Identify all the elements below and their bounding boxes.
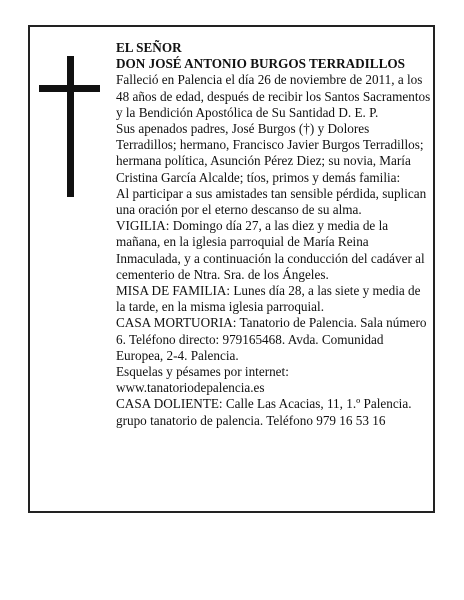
cross-vertical-bar [67, 56, 74, 197]
vigil-info: VIGILIA: Domingo día 27, a las diez y media de la mañana, en la iglesia parroquial de María Reina Inmaculada, y a continuación la conducción del cadáver al cementerio de Ntra. Sra. de los Ángeles. [116, 218, 425, 282]
funeral-group-contact: grupo tanatorio de palencia. Teléfono 979 16 53 16 [116, 412, 386, 428]
title-line-1: EL SEÑOR [116, 40, 182, 55]
death-announcement: Falleció en Palencia el día 26 de noviembre de 2011, a los 48 años de edad, después de recibir los Santos Sacramentos y la Bendición Apostólica de Su Santidad D. E. P. [116, 72, 431, 120]
family-mass-info: MISA DE FAMILIA: Lunes día 28, a las siete y media de la tarde, en la misma iglesia parroquial. [116, 283, 421, 315]
prayer-request: Al participar a sus amistades tan sensible pérdida, suplican una oración por el eterno descanso de su alma. [116, 185, 427, 218]
deceased-name: DON JOSÉ ANTONIO BURGOS TERRADILLOS [116, 56, 405, 72]
family-home-address: CASA DOLIENTE: Calle Las Acacias, 11, 1.º Palencia. [116, 396, 412, 412]
funeral-home-info: CASA MORTUORIA: Tanatorio de Palencia. Sala número 6. Teléfono directo: 979165468. Avda. Comunidad Europea, 2-4. Palencia. [116, 315, 427, 363]
condolences-website: Esquelas y pésames por internet: www.tanatoriodepalencia.es [116, 364, 289, 396]
cross-horizontal-bar [39, 85, 100, 92]
obituary-notice [28, 25, 435, 513]
notice-text [116, 40, 432, 429]
family-list: Sus apenados padres, José Burgos (†) y Dolores Terradillos; hermano, Francisco Javier Burgos Terradillos; hermana política, Asunción Pérez Diez; su novia, María Cristina García Alcalde; tíos, primos y demás familia: [116, 121, 424, 185]
